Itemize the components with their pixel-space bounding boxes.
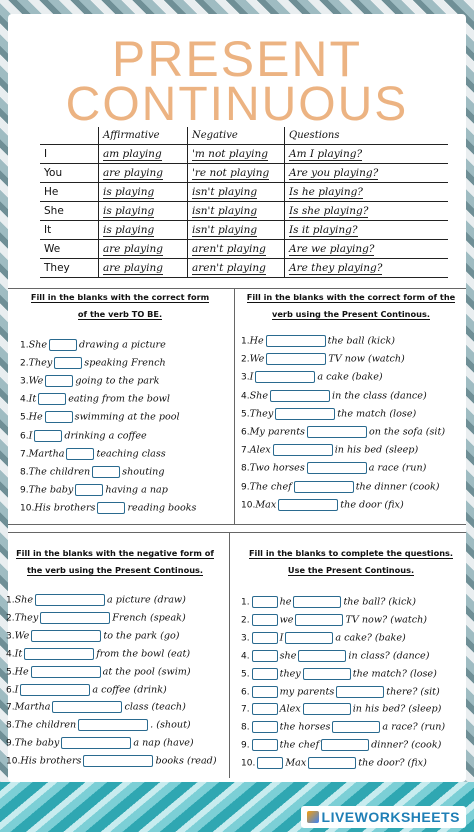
auxiliary-input[interactable]	[252, 703, 278, 715]
item-number: 10.	[6, 756, 21, 767]
item-rest: in class? (dance)	[348, 650, 430, 662]
item-subject: She	[249, 390, 269, 402]
item-rest: teaching class	[96, 448, 166, 460]
exercise-item	[241, 390, 427, 402]
item-subject: The children	[28, 466, 91, 478]
exercise-item	[241, 462, 426, 474]
verb-input[interactable]	[308, 757, 356, 769]
item-rest: a race? (run)	[382, 721, 446, 733]
header-cell	[40, 127, 99, 145]
conjugation-cell: are playing	[99, 259, 188, 278]
item-number: 4.	[20, 394, 29, 405]
item-number: 3.	[20, 376, 29, 387]
pronoun-cell: It	[40, 221, 99, 240]
auxiliary-input[interactable]	[252, 596, 278, 608]
item-subject: We	[14, 630, 30, 642]
item-subject: Two horses	[249, 462, 305, 474]
item-rest: the door (fix)	[340, 499, 404, 511]
item-subject: Alex	[249, 444, 271, 456]
conjugation-row	[40, 164, 448, 183]
pronoun-cell: I	[40, 145, 99, 164]
conjugation-cell: aren't playing	[188, 240, 285, 259]
item-rest: French (speak)	[112, 612, 186, 624]
verb-input[interactable]	[298, 650, 346, 662]
answer-input[interactable]	[34, 430, 62, 442]
answer-input[interactable]	[266, 353, 326, 365]
section-4-title: Fill in the blanks to complete the questions. Use the Present Continous.	[248, 548, 454, 575]
item-subject: the horses	[279, 721, 331, 733]
pronoun-cell: They	[40, 259, 99, 278]
item-subject: she	[279, 650, 297, 662]
item-rest: class (teach)	[124, 701, 186, 713]
item-number: 3.	[241, 372, 250, 383]
conjugation-cell: is playing	[99, 183, 188, 202]
conjugation-cell: is playing	[99, 221, 188, 240]
exercise-item	[241, 444, 418, 456]
conjugation-cell: Is he playing?	[285, 183, 449, 202]
exercise-item	[6, 755, 217, 767]
title-line-1: PRESENT	[111, 31, 363, 87]
item-number: 10.	[241, 500, 256, 511]
conjugation-cell: Are you playing?	[285, 164, 449, 183]
conjugation-cell: Are we playing?	[285, 240, 449, 259]
exercise-item	[6, 719, 191, 731]
exercise-item	[241, 499, 404, 511]
item-subject: My parents	[249, 426, 305, 438]
answer-input[interactable]	[61, 737, 131, 749]
answer-input[interactable]	[66, 448, 94, 460]
header-cell: Questions	[285, 127, 449, 145]
item-rest: the ball (kick)	[327, 335, 396, 347]
item-number: 8.	[20, 467, 29, 478]
item-number: 9.	[241, 482, 250, 493]
item-number: 8.	[241, 722, 250, 733]
item-rest: the match (lose)	[337, 408, 417, 420]
answer-input[interactable]	[270, 390, 330, 402]
item-subject: I	[28, 430, 33, 441]
question-item	[241, 686, 440, 698]
item-subject: Martha	[14, 701, 51, 713]
item-number: 9.	[6, 738, 15, 749]
section-1-title: Fill in the blanks with the correct form of the verb TO BE.	[30, 292, 210, 319]
conjugation-row	[40, 183, 448, 202]
conjugation-cell: 're not playing	[188, 164, 285, 183]
auxiliary-input[interactable]	[252, 721, 278, 733]
item-rest: the dinner (cook)	[355, 481, 440, 493]
item-subject: They	[14, 612, 39, 624]
conjugation-cell: aren't playing	[188, 259, 285, 278]
exercise-item	[6, 648, 190, 660]
item-subject: The chef	[249, 481, 292, 493]
item-number: 6.	[241, 687, 250, 697]
conjugation-cell: isn't playing	[188, 183, 285, 202]
exercise-item	[20, 339, 166, 351]
answer-input[interactable]	[40, 612, 110, 624]
item-rest: in his bed (sleep)	[334, 444, 419, 456]
exercise-item	[6, 701, 186, 713]
answer-input[interactable]	[49, 339, 77, 351]
item-number: 3.	[241, 633, 250, 644]
answer-input[interactable]	[45, 375, 73, 387]
item-number: 8.	[6, 720, 15, 731]
title-line-2: CONTINUOUS	[65, 78, 409, 131]
item-rest: the door? (fix)	[358, 757, 427, 769]
verb-input[interactable]	[293, 596, 341, 608]
item-subject: His brothers	[34, 502, 96, 514]
item-number: 1.	[241, 336, 250, 347]
item-rest: books (read)	[155, 755, 217, 767]
footer-band	[0, 782, 474, 832]
conjugation-cell: 'm not playing	[188, 145, 285, 164]
conjugation-header-row	[40, 127, 448, 145]
exercise-item	[6, 666, 191, 678]
verb-input[interactable]	[303, 668, 351, 680]
conjugation-row	[40, 259, 448, 278]
item-rest: TV now (watch)	[328, 353, 405, 365]
exercise-item	[20, 466, 164, 478]
exercise-item	[241, 426, 445, 438]
item-rest: to the park (go)	[103, 630, 180, 642]
answer-input[interactable]	[54, 357, 82, 369]
item-rest: TV now? (watch)	[345, 614, 428, 626]
conjugation-row	[40, 145, 448, 164]
answer-input[interactable]	[92, 466, 120, 478]
exercise-item	[6, 630, 180, 642]
answer-input[interactable]	[307, 462, 367, 474]
answer-input[interactable]	[31, 630, 101, 642]
verb-input[interactable]	[321, 739, 369, 751]
conjugation-cell: is playing	[99, 202, 188, 221]
conjugation-row	[40, 221, 448, 240]
exercise-item	[20, 484, 168, 496]
verb-input[interactable]	[336, 686, 384, 698]
item-rest: a race (run)	[368, 462, 427, 474]
answer-input[interactable]	[38, 393, 66, 405]
header-cell: Affirmative	[99, 127, 188, 145]
item-number: 9.	[241, 740, 250, 751]
item-rest: a nap (have)	[133, 737, 194, 749]
item-subject: The baby	[14, 737, 60, 749]
item-number: 10.	[20, 503, 35, 514]
item-number: 2.	[20, 358, 29, 369]
item-rest: the match? (lose)	[352, 668, 437, 680]
conjugation-table	[40, 127, 448, 278]
answer-input[interactable]	[97, 502, 125, 514]
item-rest: a cake (bake)	[317, 371, 383, 383]
item-subject: I	[14, 684, 19, 695]
item-subject: Martha	[28, 448, 65, 460]
answer-input[interactable]	[45, 411, 73, 423]
answer-input[interactable]	[35, 594, 105, 606]
divider	[8, 524, 466, 525]
item-subject: He	[28, 411, 43, 423]
section-3-title: Fill in the blanks with the negative form of the verb using the Present Continous.	[16, 548, 214, 575]
item-subject: We	[28, 375, 44, 387]
exercise-item	[241, 335, 395, 347]
exercise-item	[20, 375, 159, 387]
item-subject: It	[14, 648, 23, 660]
question-item	[241, 739, 441, 751]
item-subject: the chef	[279, 739, 320, 751]
question-item	[241, 721, 445, 733]
conjugation-cell: Is it playing?	[285, 221, 449, 240]
item-number: 7.	[241, 445, 250, 456]
item-number: 1.	[241, 597, 250, 608]
exercise-item	[20, 357, 166, 369]
item-subject: He	[249, 335, 264, 347]
item-number: 3.	[6, 631, 15, 642]
question-item	[241, 596, 416, 608]
answer-input[interactable]	[24, 648, 94, 660]
item-number: 5.	[6, 667, 15, 678]
item-rest: speaking French	[84, 357, 166, 369]
pronoun-cell: We	[40, 240, 99, 259]
item-number: 2.	[6, 613, 15, 624]
item-subject: I	[279, 632, 284, 644]
conjugation-cell: Am I playing?	[285, 145, 449, 164]
answer-input[interactable]	[294, 481, 354, 493]
item-rest: going to the park	[75, 375, 160, 387]
answer-input[interactable]	[278, 499, 338, 511]
logo-icon	[307, 811, 319, 823]
answer-input[interactable]	[307, 426, 367, 438]
item-rest: in his bed? (sleep)	[352, 703, 442, 715]
pronoun-cell: She	[40, 202, 99, 221]
pronoun-cell: You	[40, 164, 99, 183]
exercise-item	[6, 684, 167, 696]
item-subject: It	[28, 393, 37, 405]
item-rest: there? (sit)	[386, 686, 440, 697]
exercise-item	[20, 502, 196, 514]
auxiliary-input[interactable]	[252, 614, 278, 626]
item-number: 5.	[241, 669, 250, 680]
item-number: 4.	[241, 391, 250, 402]
item-subject: She	[14, 594, 34, 606]
item-subject: They	[249, 408, 274, 420]
brand-name: LIVEWORKSHEETS	[321, 809, 460, 825]
header-cell: Negative	[188, 127, 285, 145]
item-rest: the ball? (kick)	[343, 596, 416, 608]
liveworksheets-logo	[301, 806, 466, 828]
exercise-item	[20, 411, 180, 423]
item-rest: a cake? (bake)	[335, 632, 406, 644]
item-number: 6.	[6, 685, 15, 695]
answer-input[interactable]	[75, 484, 103, 496]
answer-input[interactable]	[266, 335, 326, 347]
conjugation-cell: Is she playing?	[285, 202, 449, 221]
verb-input[interactable]	[295, 614, 343, 626]
exercise-item	[241, 408, 416, 420]
item-number: 5.	[20, 412, 29, 423]
divider	[229, 532, 230, 778]
question-item	[241, 668, 437, 680]
answer-input[interactable]	[275, 408, 335, 420]
divider	[234, 288, 235, 524]
item-subject: we	[279, 614, 294, 626]
verb-input[interactable]	[303, 703, 351, 715]
conjugation-cell: are playing	[99, 240, 188, 259]
divider	[8, 532, 466, 533]
conjugation-cell: isn't playing	[188, 221, 285, 240]
exercise-item	[241, 371, 383, 383]
section-2-title: Fill in the blanks with the correct form of the verb using the Present Continous.	[246, 292, 456, 319]
item-number: 10.	[241, 758, 256, 769]
item-rest: from the bowl (eat)	[96, 648, 191, 660]
exercise-item	[6, 612, 186, 624]
item-subject: He	[14, 666, 29, 678]
conjugation-row	[40, 240, 448, 259]
item-number: 7.	[241, 704, 250, 715]
exercise-item	[20, 430, 147, 442]
item-number: 5.	[241, 409, 250, 420]
item-number: 9.	[20, 485, 29, 496]
item-subject: he	[279, 596, 292, 608]
item-rest: drinking a coffee	[64, 430, 147, 441]
item-subject: Alex	[279, 703, 301, 715]
item-rest: a picture (draw)	[107, 594, 186, 606]
item-rest: reading books	[127, 502, 197, 514]
item-subject: my parents	[279, 686, 335, 697]
item-subject: The baby	[28, 484, 74, 496]
item-rest: on the sofa (sit)	[368, 426, 446, 438]
pronoun-cell: He	[40, 183, 99, 202]
item-subject: Max	[285, 757, 307, 769]
item-rest: at the pool (swim)	[102, 666, 191, 678]
item-subject: Max	[255, 499, 277, 511]
item-rest: . (shout)	[150, 719, 191, 731]
auxiliary-input[interactable]	[252, 668, 278, 680]
item-number: 6.	[241, 427, 250, 438]
item-subject: His brothers	[20, 755, 82, 767]
item-subject: they	[279, 668, 301, 680]
conjugation-cell: are playing	[99, 164, 188, 183]
item-rest: dinner? (cook)	[371, 739, 442, 751]
exercise-item	[6, 737, 194, 749]
item-rest: in the class (dance)	[332, 390, 427, 402]
item-number: 8.	[241, 463, 250, 474]
auxiliary-input[interactable]	[252, 739, 278, 751]
exercise-item	[6, 594, 186, 606]
item-number: 2.	[241, 615, 250, 626]
item-number: 2.	[241, 354, 250, 365]
conjugation-cell: isn't playing	[188, 202, 285, 221]
item-subject: They	[28, 357, 53, 369]
item-subject: The children	[14, 719, 77, 731]
item-number: 1.	[6, 595, 15, 606]
auxiliary-input[interactable]	[252, 686, 278, 698]
answer-input[interactable]	[31, 666, 101, 678]
question-item	[241, 650, 429, 662]
answer-input[interactable]	[83, 755, 153, 767]
verb-input[interactable]	[332, 721, 380, 733]
item-number: 7.	[20, 449, 29, 460]
item-subject: She	[28, 339, 48, 351]
answer-input[interactable]	[78, 719, 148, 731]
answer-input[interactable]	[52, 701, 122, 713]
item-rest: drawing a picture	[79, 339, 166, 351]
item-number: 7.	[6, 702, 15, 713]
question-item	[241, 632, 406, 644]
item-number: 6.	[20, 431, 29, 441]
answer-input[interactable]	[20, 684, 90, 696]
auxiliary-input[interactable]	[252, 650, 278, 662]
question-item	[241, 703, 441, 715]
item-rest: shouting	[122, 466, 165, 478]
item-number: 1.	[20, 340, 29, 351]
item-number: 4.	[241, 651, 250, 662]
item-number: 4.	[6, 649, 15, 660]
auxiliary-input[interactable]	[257, 757, 283, 769]
item-rest: having a nap	[105, 484, 168, 496]
conjugation-cell: am playing	[99, 145, 188, 164]
answer-input[interactable]	[273, 444, 333, 456]
verb-input[interactable]	[285, 632, 333, 644]
item-subject: We	[249, 353, 265, 365]
item-rest: a coffee (drink)	[92, 684, 167, 695]
auxiliary-input[interactable]	[252, 632, 278, 644]
item-rest: eating from the bowl	[68, 393, 170, 405]
question-item	[241, 614, 427, 626]
conjugation-row	[40, 202, 448, 221]
question-item	[241, 757, 427, 769]
item-subject: I	[249, 371, 254, 383]
item-rest: swimming at the pool	[74, 411, 180, 423]
exercise-item	[241, 481, 440, 493]
exercise-item	[20, 393, 170, 405]
conjugation-cell: Are they playing?	[285, 259, 449, 278]
answer-input[interactable]	[255, 371, 315, 383]
exercise-item	[20, 448, 166, 460]
exercise-item	[241, 353, 405, 365]
